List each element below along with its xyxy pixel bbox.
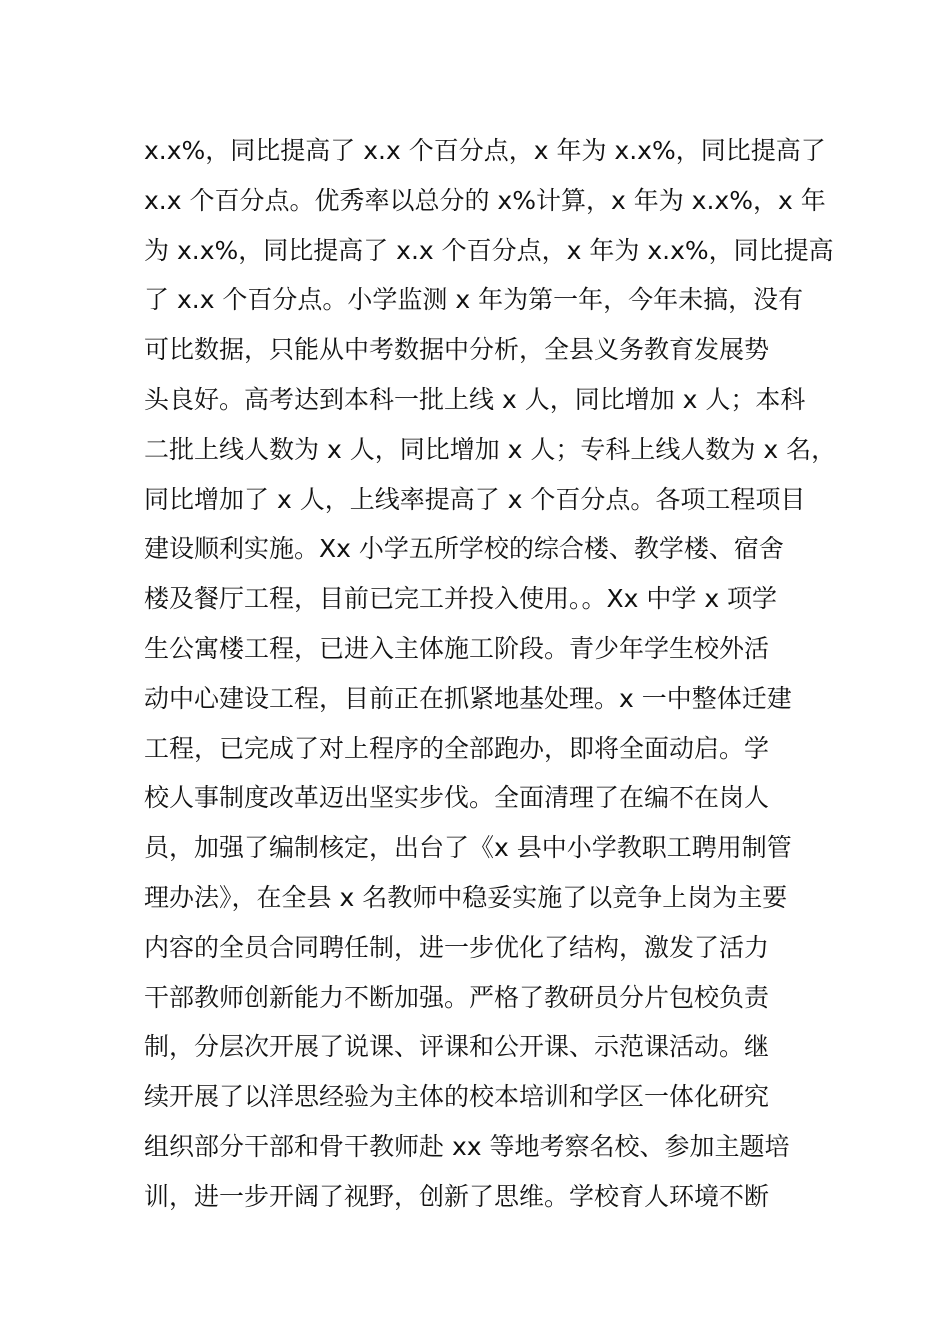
text-line-14: 校人事制度改革迈出坚实步伐。全面清理了在编不在岗人 (144, 783, 770, 813)
text-line-4: 了 x.x 个百分点。小学监测 x 年为第一年，今年未搞，没有 (144, 285, 804, 315)
text-line-19: 制，分层次开展了说课、评课和公开课、示范课活动。继 (144, 1032, 770, 1062)
text-line-18: 干部教师创新能力不断加强。严格了教研员分片包校负责 (144, 982, 770, 1012)
text-line-3: 为 x.x%，同比提高了 x.x 个百分点，x 年为 x.x%，同比提高 (144, 235, 834, 265)
text-line-7: 二批上线人数为 x 人，同比增加 x 人；专科上线人数为 x 名， (144, 434, 837, 464)
text-line-12: 动中心建设工程，目前正在抓紧地基处理。x 一中整体迁建 (144, 683, 792, 713)
body-text (144, 126, 844, 1222)
text-line-9: 建设顺利实施。Xx 小学五所学校的综合楼、教学楼、宿舍 (144, 534, 784, 564)
text-line-15: 员，加强了编制核定，出台了《x 县中小学教职工聘用制管 (144, 833, 792, 863)
text-line-11: 生公寓楼工程，已进入主体施工阶段。青少年学生校外活 (144, 633, 770, 663)
text-line-1: x.x%，同比提高了 x.x 个百分点，x 年为 x.x%，同比提高了 (144, 136, 826, 165)
text-line-17: 内容的全员合同聘任制，进一步优化了结构，激发了活力 (144, 932, 770, 962)
text-line-16: 理办法》，在全县 x 名教师中稳妥实施了以竞争上岗为主要 (144, 882, 788, 912)
text-line-13: 工程，已完成了对上程序的全部跑办，即将全面动启。学 (144, 733, 770, 763)
text-line-21: 组织部分干部和骨干教师赴 xx 等地考察名校、参加主题培 (144, 1131, 790, 1161)
text-line-2: x.x 个百分点。优秀率以总分的 x%计算，x 年为 x.x%，x 年 (144, 185, 826, 215)
text-line-20: 续开展了以洋思经验为主体的校本培训和学区一体化研究 (144, 1082, 770, 1112)
text-line-8: 同比增加了 x 人，上线率提高了 x 个百分点。各项工程项目 (144, 484, 806, 514)
text-line-5: 可比数据，只能从中考数据中分析，全县义务教育发展势 (144, 335, 770, 365)
text-line-6: 头良好。高考达到本科一批上线 x 人，同比增加 x 人；本科 (144, 384, 806, 414)
text-line-10: 楼及餐厅工程，目前已完工并投入使用。。Xx 中学 x 项学 (144, 584, 778, 614)
text-line-22: 训，进一步开阔了视野，创新了思维。学校育人环境不断 (144, 1181, 770, 1211)
